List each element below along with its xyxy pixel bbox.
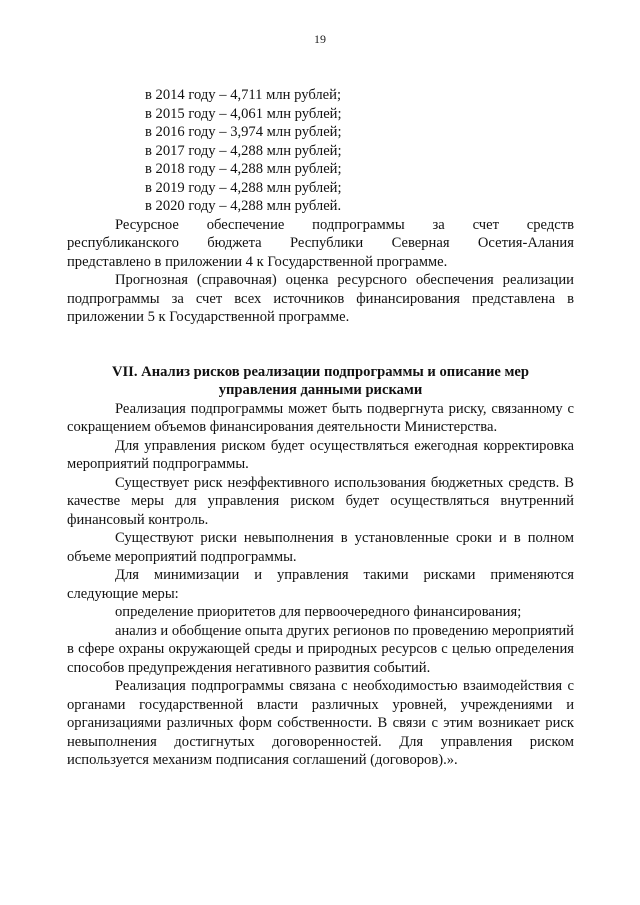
resource-paragraph	[67, 216, 574, 272]
resource-line-2	[67, 234, 574, 253]
word: средств	[526, 216, 574, 233]
word: бюджета	[207, 235, 262, 251]
risk-measure-2: анализ и обобщение опыта других регионов по проведению мероприятий в сфере охраны окружающей среды и природных ресурсов с целью определения способов предупреждения негативного развития событий.	[67, 622, 574, 676]
word: счет	[472, 216, 499, 233]
section-heading-line-2: управления данными рисками	[218, 382, 423, 398]
forecast-paragraph: Прогнозная (справочная) оценка ресурсного обеспечения реализации подпрограммы за счет всех источников финансирования представлена в приложении 5 к Государственной программе.	[67, 272, 574, 325]
word: республиканского	[67, 235, 179, 251]
page-number: 19	[314, 32, 326, 46]
word: Осетия-Алания	[477, 235, 574, 251]
budget-list	[67, 86, 574, 216]
risk-paragraph-2: Для управления риском будет осуществляться ежегодная корректировка мероприятий подпрограммы.	[67, 437, 574, 472]
section-spacer	[67, 327, 574, 363]
budget-list-item: в 2018 году – 4,288 млн рублей;	[145, 161, 342, 177]
word: подпрограммы	[312, 216, 405, 233]
risk-paragraph-3: Существует риск неэффективного использования бюджетных средств. В качестве меры для управления риском будет осуществляться внутренний финансовый контроль.	[67, 474, 574, 528]
word: Северная	[391, 235, 450, 251]
risk-paragraph-8: Реализация подпрограммы связана с необходимостью взаимодействия с органами государственной власти различных уровней, учреждениями и организациями различных форм собственности. В связи с этим возникает риск невыполнения достигнутых договоренностей. Для управления риском используется механизм подписания соглашений (договоров).».	[67, 678, 574, 768]
resource-line-3: представлено в приложении 4 к Государственной программе.	[67, 253, 448, 270]
word: обеспечение	[206, 216, 285, 233]
risk-paragraph-4: Существуют риски невыполнения в установленные сроки и в полном объеме мероприятий подпрограммы.	[67, 530, 574, 565]
risk-measure-1: определение приоритетов для первоочередного финансирования;	[115, 604, 522, 620]
budget-list-item: в 2020 году – 4,288 млн рублей.	[145, 198, 342, 214]
budget-list-item: в 2015 году – 4,061 млн рублей;	[145, 105, 342, 122]
word: за	[432, 216, 445, 233]
budget-list-item: в 2014 году – 4,711 млн рублей;	[145, 87, 342, 103]
risk-paragraph-1: Реализация подпрограммы может быть подвергнута риску, связанному с сокращением объемов финансирования деятельности Министерства.	[67, 400, 574, 435]
word: Ресурсное	[115, 216, 179, 233]
resource-line-1	[67, 216, 574, 235]
budget-list-item: в 2017 году – 4,288 млн рублей;	[145, 142, 342, 159]
section-heading-line-1: VII. Анализ рисков реализации подпрограммы и описание мер	[111, 363, 530, 380]
page-body	[67, 86, 574, 770]
budget-list-item: в 2016 году – 3,974 млн рублей;	[145, 124, 342, 140]
word: Республики	[290, 235, 364, 251]
budget-list-item: в 2019 году – 4,288 млн рублей;	[145, 179, 342, 196]
risk-paragraph-5: Для минимизации и управления такими рисками применяются следующие меры:	[67, 567, 574, 602]
